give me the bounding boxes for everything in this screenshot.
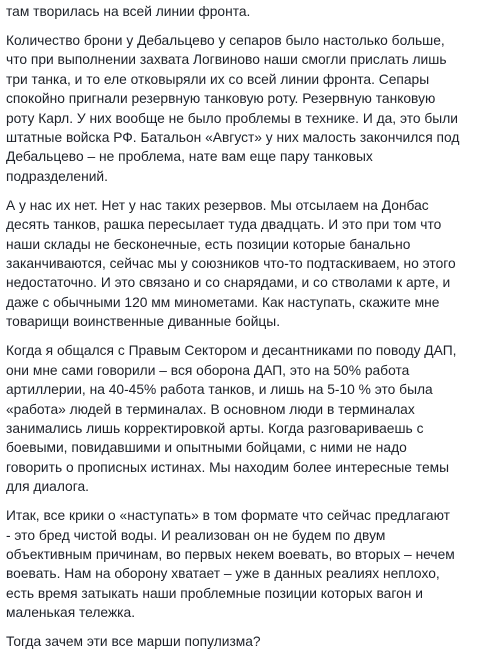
paragraph-5: Итак, все крики о «наступать» в том формате что сейчас предлагают - это бред чистой воды. И реализован он не будем по двум объективным причинам, во первых некем воевать, во вторых – нечем воевать. Нам на оборону хватает – уже в данных реалиях неплохо, есть время затыкать наши проблемные позиции которых вагон и маленькая тележка. xyxy=(6,508,455,621)
paragraph-1: там творилась на всей линии фронта. xyxy=(6,4,251,19)
paragraph-6: Тогда зачем эти все марши популизма? xyxy=(6,634,261,650)
paragraph-4: Когда я общался с Правым Сектором и десантниками по поводу ДАП, они мне сами говорили – вся оборона ДАП, это на 50% работа артиллерии, на 40-45% работа танков, и лишь на 5-10 % это была «работа» людей в терминалах. В основном люди в терминалах занимались лишь корректировкой арты. Когда разговариваешь с боевыми, повидавшими и опытными бойцами, с ними не надо говорить о прописных истинах. Мы находим более интересные темы для диалога. xyxy=(6,343,457,495)
paragraph-2: Количество брони у Дебальцево у сепаров было настолько больше, что при выполнении захвата Логвиново наши смогли прислать лишь три танка, и то еле отковыряли их со всей линии фронта. Сепары спокойно пригнали резервную танковую роту. Резервную танковую роту Карл. У них вообще не было проблемы в технике. И да, это были штатные войска РФ. Батальон «Август» у них малость закончился под Дебальцево – не проблема, нате вам еще пару танковых подразделений. xyxy=(6,33,460,184)
paragraph-3: А у нас их нет. Нет у нас таких резервов. Мы отсылаем на Донбас десять танков, рашка пересылает туда двадцать. И это при том что наши склады не бесконечные, есть позиции которые банально заканчиваются, сейчас мы у союзников что-то подтаскиваем, но этого недостаточно. И это связано и со снарядами, и со стволами к арте, и даже с обычными 120 мм минометами. Как наступать, скажите мне товарищи воинственные диванные бойцы. xyxy=(6,197,456,330)
